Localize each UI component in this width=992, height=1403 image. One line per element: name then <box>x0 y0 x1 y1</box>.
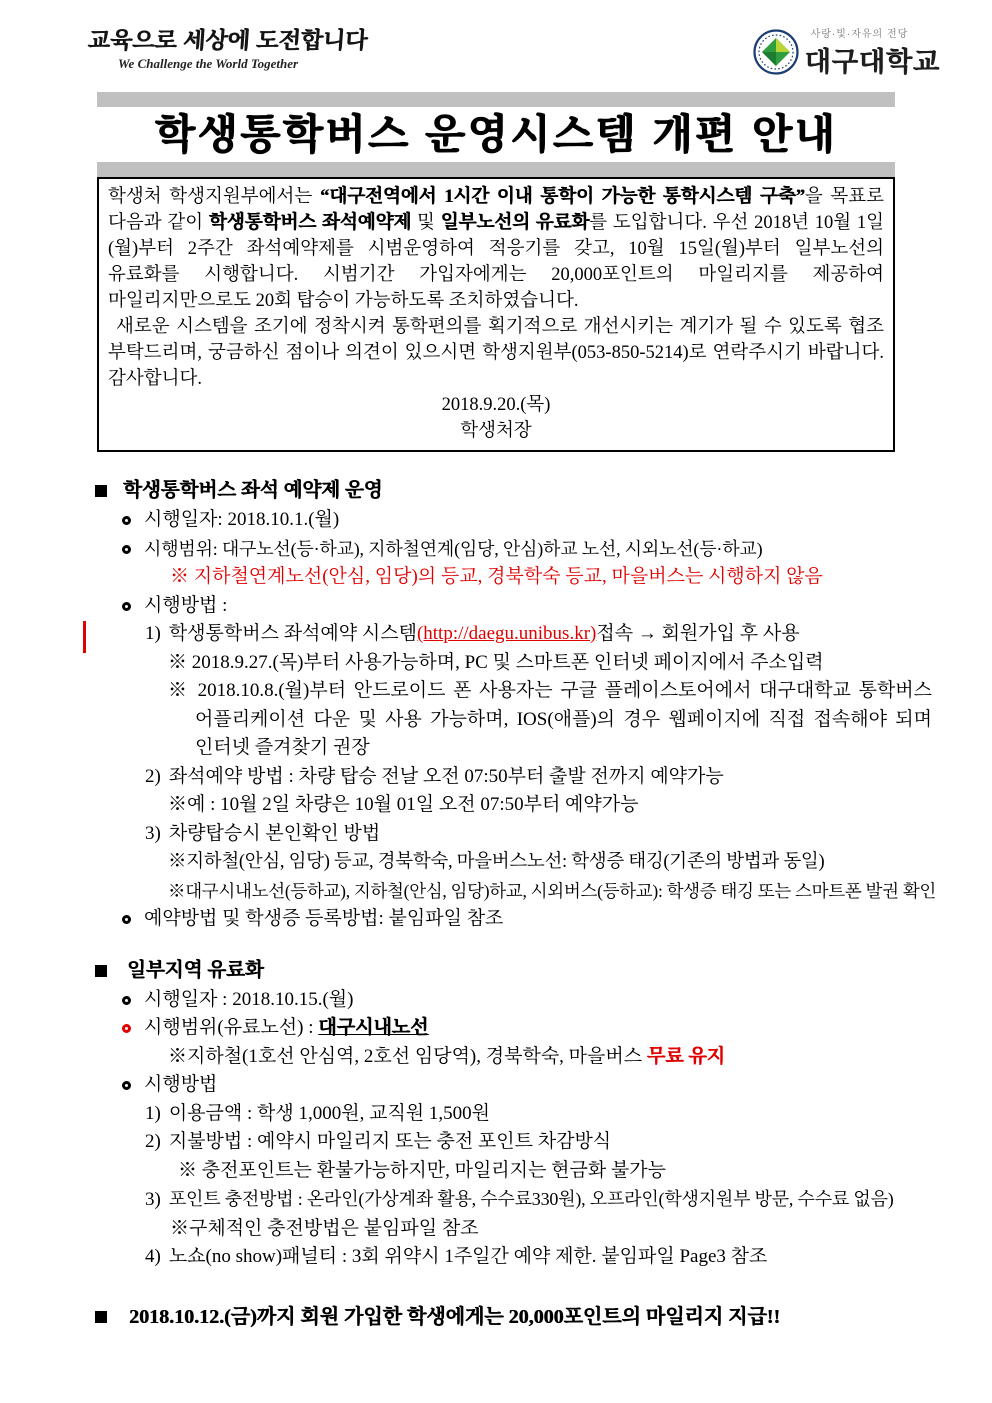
spacer <box>0 1272 992 1302</box>
slogan-korean: 교육으로 세상에 도전합니다 <box>86 27 369 53</box>
method-item-2 <box>145 763 992 792</box>
paid-item-2 <box>145 1128 992 1157</box>
scope-exclusion-note <box>170 563 992 592</box>
intro-text: 를 도입합니다. 우선 2018년 10월 1일(월)부터 2주간 좌석예약제를 시범운영하여 적응기를 갖고, 10월 15일(월)부터 일부노선의 유료화를 시행합니다. 시범기간 가입자에게는 20,000포인트의 마일리지를 제공하여 마일리지만으로도 20회 탑승이 가능하도록 조치하였습니다. <box>108 213 884 311</box>
note-text: ※ 충전포인트는 환불가능하지만, 마일리지는 현금화 불가능 <box>178 1159 666 1181</box>
item-text: 지불방법 : 예약시 마일리지 또는 충전 포인트 차감방식 <box>168 1131 612 1152</box>
note-text: ※지하철(안심, 임당) 등교, 경북학숙, 마을버스노선: 학생증 태깅(기존의 방법과 동일) <box>168 852 825 872</box>
title-divider-bottom <box>97 162 895 177</box>
item-text: 이용금액 : 학생 1,000원, 교직원 1,500원 <box>168 1102 491 1124</box>
square-bullet-icon <box>95 1311 107 1323</box>
section-1-title: 학생통학버스 좌석 예약제 운영 <box>123 480 383 501</box>
notice-signer: 학생처장 <box>460 421 532 441</box>
paid-route-bold: 일부노선의 유료화 <box>440 213 590 233</box>
list-item-start-date <box>122 506 992 535</box>
item-number: 3) <box>145 1189 161 1210</box>
method-3-note-2 <box>168 877 992 906</box>
list-item-scope <box>122 535 992 564</box>
promo-text: 2018.10.12.(금)까지 회원 가입한 학생에게는 20,000포인트의 마일리지 지급!! <box>129 1305 781 1328</box>
method-item-3 <box>145 820 992 849</box>
university-emblem-icon <box>753 29 799 75</box>
list-item-start-date <box>122 986 992 1015</box>
document-title: 학생통학버스 운영시스템 개편 안내 <box>154 111 838 157</box>
cooperation-paragraph: 새로운 시스템을 조기에 정착시켜 통학편의를 획기적으로 개선시키는 계기가 될 수 있도록 협조 부탁드리며, 궁금하신 점이나 의견이 있으시면 학생지원부(053-850-5214)로 연락주시기 바랍니다. 감사합니다. <box>108 317 884 389</box>
note-text: ※대구시내노선(등하교), 지하철(안심, 임당)하교, 시외버스(등하교): 학생증 태깅 또는 스마트폰 발권 확인 <box>168 880 937 901</box>
note-text: ※예 : 10월 2일 차량은 10월 01일 오전 07:50부터 예약가능 <box>168 794 639 815</box>
intro-text: 및 <box>411 213 441 233</box>
free-routes-note <box>168 1043 992 1072</box>
paid-item-1 <box>145 1100 992 1129</box>
free-keep-highlight: 무료 유지 <box>646 1045 726 1067</box>
circle-bullet-icon <box>122 915 131 924</box>
intro-text: 학생처 학생지원부에서는 <box>108 187 320 207</box>
item-text: 시행일자: 2018.10.1.(월) <box>144 509 340 530</box>
item-text <box>144 1014 428 1043</box>
circle-bullet-icon <box>122 516 131 525</box>
title-divider-top <box>97 92 895 107</box>
method-1-post: 접속 → 회원가입 후 사용 <box>596 623 800 644</box>
item-text: 시행일자 : 2018.10.15.(월) <box>144 988 354 1010</box>
item-number: 1) <box>145 623 161 644</box>
item-number: 4) <box>145 1246 161 1267</box>
red-circle-bullet-icon <box>122 1024 131 1033</box>
note-text: ※ 2018.10.8.(월)부터 안드로이드 폰 사용자는 구글 플레이스토어에서 대구대학교 통학버스 어플리케이션 다운 및 사용 가능하며, IOS(애플)의 경우 웹페이지에 직접 접속해야 되며 인터넷 즐겨찾기 권장 <box>168 680 933 758</box>
mileage-promo-line <box>95 1302 932 1332</box>
method-1-note-2 <box>168 677 932 763</box>
paid-scope-label: 시행범위(유료노선) : <box>144 1017 319 1038</box>
intro-paragraph <box>108 184 884 314</box>
list-item-paid-scope <box>122 1014 992 1043</box>
note-text: ※구체적인 충전방법은 붙임파일 참조 <box>170 1217 479 1239</box>
university-motto: 사랑·빛·자유의 전당 <box>810 29 909 40</box>
square-bullet-icon <box>95 485 107 497</box>
method-2-note <box>168 791 992 820</box>
header <box>0 0 992 92</box>
section-2-title: 일부지역 유료화 <box>127 959 264 981</box>
paid-item-4 <box>145 1243 992 1272</box>
seat-reservation-bold: 학생통학버스 좌석예약제 <box>208 213 412 233</box>
item-number: 1) <box>145 1102 161 1124</box>
item-text: 포인트 충전방법 : 온라인(가상계좌 활용, 수수료330원), 오프라인(학생지원부 방문, 수수료 없음) <box>168 1189 894 1209</box>
university-name: 대구대학교 <box>804 47 940 77</box>
circle-bullet-icon <box>122 545 131 554</box>
list-item-method <box>122 1071 992 1100</box>
paid-item-3 <box>145 1185 992 1215</box>
reservation-system-link[interactable]: (http://daegu.unibus.kr) <box>416 623 597 644</box>
item-text: 시행방법 <box>144 1074 218 1095</box>
item-text: 예약방법 및 학생증 등록방법: 붙임파일 참조 <box>144 908 504 929</box>
summary-box <box>97 177 895 452</box>
method-3-note-1 <box>168 848 992 877</box>
list-item-method <box>122 592 992 621</box>
item-text <box>169 620 800 649</box>
section-1-heading <box>95 476 992 506</box>
paid-3-note <box>170 1215 992 1244</box>
slogan-english: We Challenge the World Together <box>117 56 299 71</box>
spacer <box>0 934 992 956</box>
item-text: 시행방법 : <box>144 594 228 616</box>
item-number: 2) <box>145 1131 161 1152</box>
item-text: 시행범위: 대구노선(등·하교), 지하철연계(임당, 안심)하교 노선, 시외노선(등·하교) <box>144 538 763 559</box>
notice-date: 2018.9.20.(목) <box>441 395 551 415</box>
square-bullet-icon <box>95 965 107 977</box>
university-logo <box>753 25 940 79</box>
section-2-heading <box>95 956 992 986</box>
circle-bullet-icon <box>122 1081 131 1090</box>
goal-quote-bold: “대구전역에서 1시간 이내 통학이 가능한 통학시스템 구축” <box>319 187 805 207</box>
item-text: 노쇼(no show)패널티 : 3회 위약시 1주일간 예약 제한. 붙임파일 Page3 참조 <box>168 1246 768 1267</box>
method-item-1 <box>145 620 992 649</box>
university-logo-text <box>805 25 940 79</box>
item-number: 3) <box>145 822 161 844</box>
paid-scope-value: 대구시내노선 <box>318 1017 429 1038</box>
list-item-attachment <box>122 905 992 934</box>
note-text: ※ 2018.9.27.(목)부터 사용가능하며, PC 및 스마트폰 인터넷 페이지에서 주소입력 <box>168 651 824 673</box>
item-text: 차량탑승시 본인확인 방법 <box>168 822 381 844</box>
item-text: 좌석예약 방법 : 차량 탑승 전날 오전 07:50부터 출발 전까지 예약가능 <box>168 765 724 787</box>
method-1-note-1 <box>168 649 932 678</box>
circle-bullet-icon <box>122 996 131 1005</box>
item-number: 2) <box>145 765 161 787</box>
university-slogan-logo <box>86 22 369 72</box>
spacer <box>0 452 992 476</box>
intro-text: 을 목표로 다음과 같이 <box>108 187 884 233</box>
revision-bar-icon <box>83 621 86 653</box>
note-text: ※지하철(1호선 안심역, 2호선 임당역), 경북학숙, 마을버스 <box>168 1045 647 1067</box>
method-1-pre: 학생통학버스 좌석예약 시스템 <box>168 623 417 644</box>
note-text: ※ 지하철연계노선(안심, 임당)의 등교, 경북학숙 등교, 마을버스는 시행하지 않음 <box>170 566 823 587</box>
circle-bullet-icon <box>122 602 131 611</box>
paid-2-note <box>178 1157 992 1186</box>
